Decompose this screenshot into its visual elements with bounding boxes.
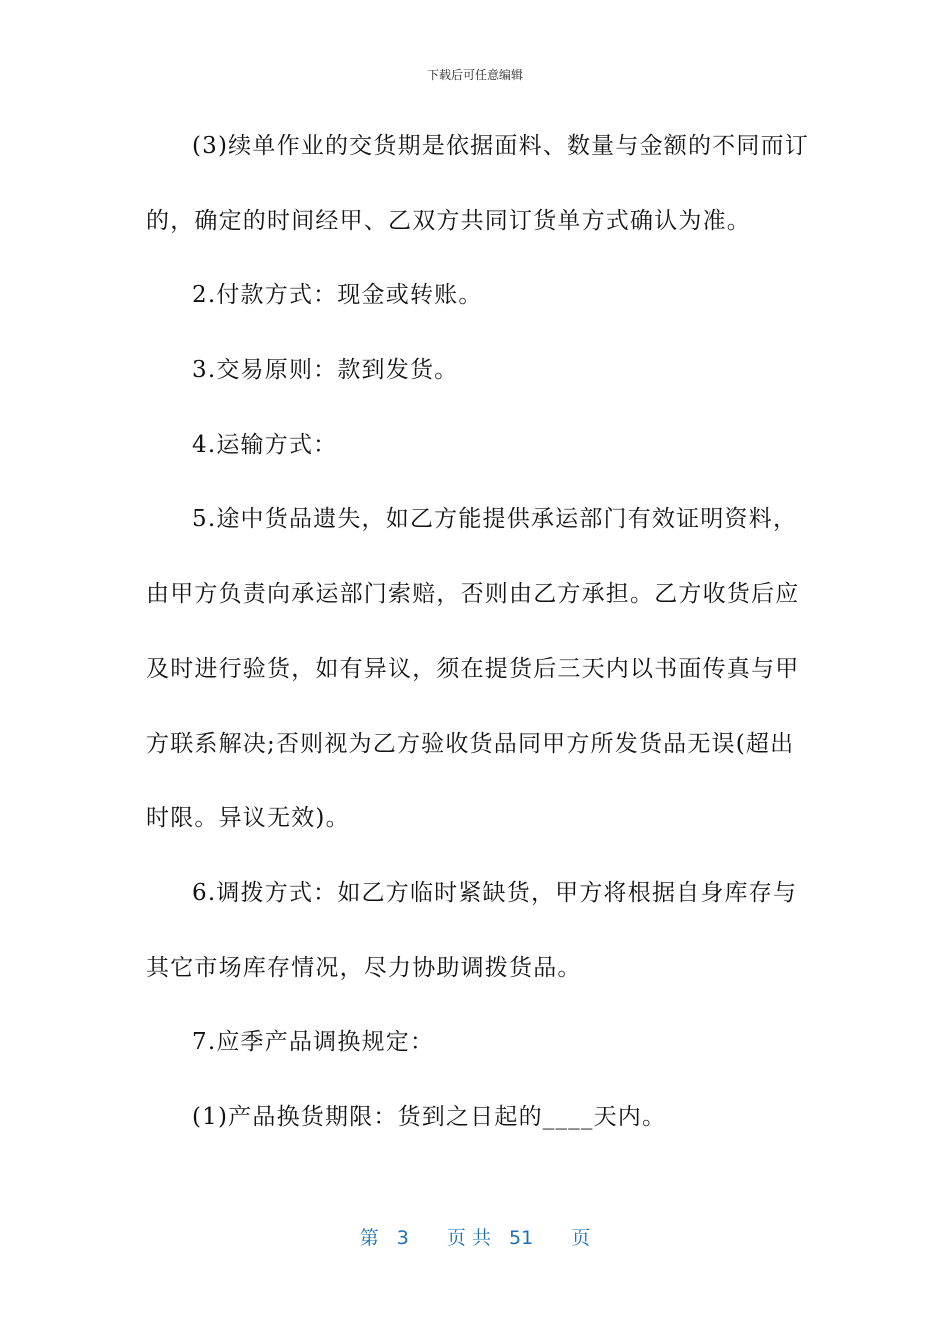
document-body <box>146 126 809 1172</box>
paragraph-line: 5.途中货品遗失，如乙方能提供承运部门有效证明资料， <box>192 506 798 533</box>
paragraph-line: 的，确定的时间经甲、乙双方共同订货单方式确认为准。 <box>146 207 751 234</box>
page-mid: 页 共 <box>446 1227 491 1249</box>
paragraph-line: 时限。异议无效)。 <box>146 805 350 832</box>
page-header: 下载后可任意编辑 <box>426 68 523 82</box>
page-prefix: 第 <box>359 1227 379 1249</box>
paragraph-line: (1)产品换货期限：货到之日起的____天内。 <box>192 1103 667 1130</box>
paragraph-line: 其它市场库存情况，尽力协助调拨货品。 <box>146 954 582 981</box>
paragraph-line: 由甲方负责向承运部门索赔，否则由乙方承担。乙方收货后应 <box>146 581 800 608</box>
paragraph-line: 6.调拨方式：如乙方临时紧缺货，甲方将根据自身库存与 <box>192 879 798 906</box>
paragraph-line: 3.交易原则：款到发货。 <box>192 357 459 384</box>
paragraph-line: (3)续单作业的交货期是依据面料、数量与金额的不同而订 <box>192 133 809 159</box>
paragraph-line: 7.应季产品调换规定： <box>192 1029 435 1056</box>
total-pages: 51 <box>509 1227 534 1249</box>
paragraph-line: 及时进行验货，如有异议，须在提货后三天内以书面传真与甲 <box>146 655 800 682</box>
paragraph-line: 2.付款方式：现金或转账。 <box>192 282 483 309</box>
page-footer <box>0 1226 950 1250</box>
paragraph-line: 4.运输方式： <box>192 431 338 458</box>
paragraph-line: 方联系解决;否则视为乙方验收货品同甲方所发货品无误(超出 <box>146 730 795 757</box>
page-number: 3 <box>396 1227 409 1249</box>
page-suffix: 页 <box>571 1227 591 1249</box>
